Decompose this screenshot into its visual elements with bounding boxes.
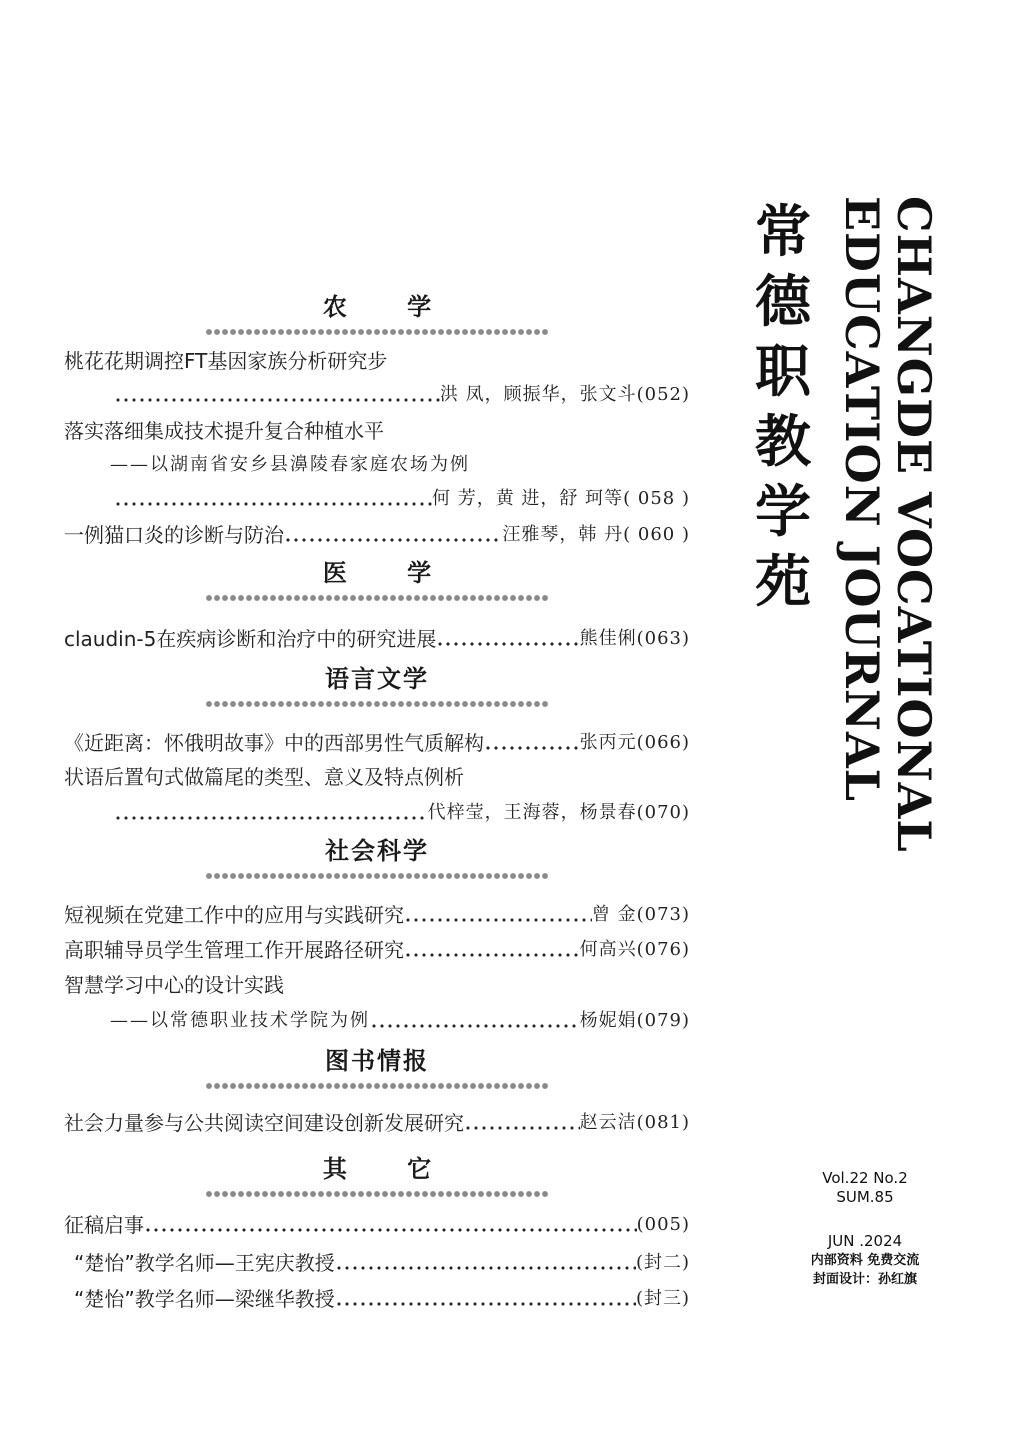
toc-entry[interactable]: “楚怡”教学名师—王宪庆教授 (封二) xyxy=(64,1248,690,1278)
toc-entry[interactable]: 一例猫口炎的诊断与防治 汪雅琴，韩 丹( 060 ) xyxy=(64,520,690,550)
sum-number: SUM.85 xyxy=(836,1188,894,1206)
volume-number: Vol.22 No.2 xyxy=(822,1169,908,1187)
dot-leader xyxy=(114,380,440,410)
issue-date-info xyxy=(770,1232,960,1289)
section-title: 图书情报 xyxy=(325,1047,429,1075)
dot-leader xyxy=(284,520,502,550)
section-title: 农 学 xyxy=(322,293,458,321)
issue-date: JUN .2024 xyxy=(827,1232,903,1250)
section-divider xyxy=(205,592,549,604)
toc-entry[interactable]: claudin-5在疾病诊断和治疗中的研究进展 熊佳俐(063) xyxy=(64,624,690,654)
section-title: 医 学 xyxy=(322,559,458,587)
journal-title-en-line1: CHANGDE VOCATIONAL xyxy=(887,196,941,853)
toc-entry[interactable]: 高职辅导员学生管理工作开展路径研究 何高兴(076) xyxy=(64,935,690,965)
toc-entry[interactable]: 社会力量参与公共阅读空间建设创新发展研究 赵云洁(081) xyxy=(64,1108,690,1138)
toc-entry-title[interactable]: 落实落细集成技术提升复合种植水平 xyxy=(64,419,384,443)
toc-entry-title[interactable]: 桃花花期调控FT基因家族分析研究步 xyxy=(64,349,388,373)
dot-leader xyxy=(144,1210,637,1240)
section-header-social-science xyxy=(64,836,690,882)
dot-leader xyxy=(370,1006,580,1036)
toc-entry-title[interactable]: 状语后置句式做篇尾的类型、意义及特点例析 xyxy=(64,765,464,789)
toc-entry-byline[interactable]: 洪 凤，顾振华，张文斗(052) xyxy=(110,380,690,410)
section-title: 其 它 xyxy=(322,1155,458,1183)
section-divider xyxy=(205,870,549,882)
section-header-other xyxy=(64,1154,690,1200)
dot-leader xyxy=(436,624,579,654)
toc-entry-byline[interactable]: 代梓莹，王海蓉，杨景春(070) xyxy=(110,798,690,828)
dot-leader xyxy=(114,798,428,828)
toc-entry[interactable]: 短视频在党建工作中的应用与实践研究 曾 金(073) xyxy=(64,900,690,930)
toc-entry-subtitle: ——以湖南省安乡县濞陵春家庭农场为例 xyxy=(110,454,470,475)
dot-leader xyxy=(484,728,580,758)
dot-leader xyxy=(404,935,580,965)
dot-leader xyxy=(464,1108,580,1138)
section-header-literature xyxy=(64,664,690,710)
section-title: 社会科学 xyxy=(325,837,429,865)
section-header-library xyxy=(64,1046,690,1092)
dot-leader xyxy=(335,1284,636,1314)
section-divider xyxy=(205,1080,549,1092)
issue-volume-info xyxy=(770,1169,960,1207)
dot-leader xyxy=(335,1248,636,1278)
journal-title-cn: 常 德 职 教 学 苑 xyxy=(755,200,811,615)
cover-designer: 封面设计：孙红旗 xyxy=(812,1272,917,1287)
section-title: 语言文学 xyxy=(325,665,429,693)
section-header-medicine xyxy=(64,558,690,604)
toc-entry-byline[interactable]: 何 芳，黄 进，舒 珂等( 058 ) xyxy=(110,484,690,514)
section-header-agriculture xyxy=(64,292,690,338)
toc-entry[interactable]: 征稿启事 (005) xyxy=(64,1210,690,1240)
toc-entry[interactable]: 《近距离：怀俄明故事》中的西部男性气质解构 张丙元(066) xyxy=(64,728,690,758)
toc-entry-title[interactable]: 智慧学习中心的设计实践 xyxy=(64,973,284,997)
section-divider xyxy=(205,1188,549,1200)
distribution-note: 内部资料 免费交流 xyxy=(810,1253,920,1268)
dot-leader xyxy=(114,484,432,514)
section-divider xyxy=(205,326,549,338)
journal-title-en-line2: EDUCATION JOURNAL xyxy=(835,196,889,802)
dot-leader xyxy=(404,900,592,930)
section-divider xyxy=(205,698,549,710)
toc-entry[interactable]: “楚怡”教学名师—梁继华教授 (封三) xyxy=(64,1284,690,1314)
toc-entry-subtitle-byline[interactable]: ——以常德职业技术学院为例 杨妮娟(079) xyxy=(110,1006,690,1036)
